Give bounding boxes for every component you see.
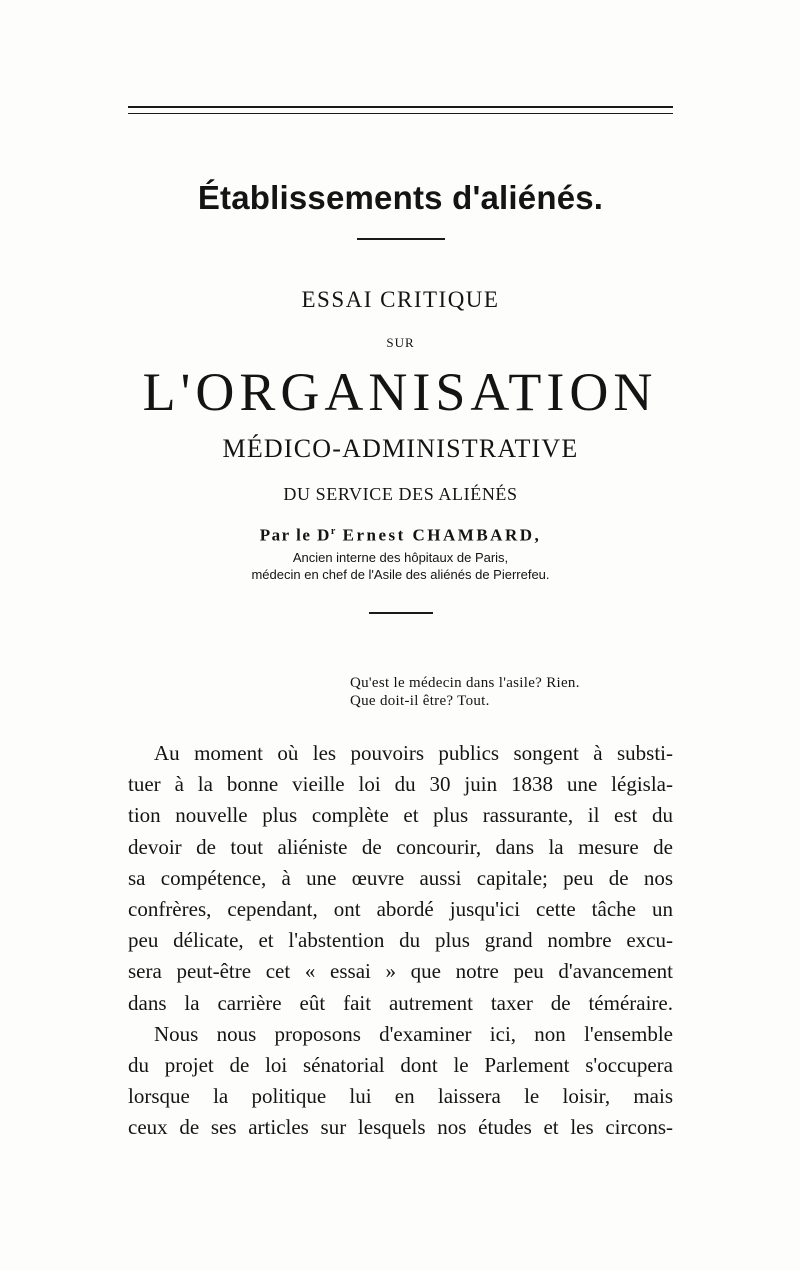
- body-line: peu délicate, et l'abstention du plus grand nombre excu-: [128, 928, 673, 953]
- title-medico-administrative: MÉDICO-ADMINISTRATIVE: [222, 434, 579, 463]
- body-line: Au moment où les pouvoirs publics songent à substi-: [154, 741, 673, 765]
- body-paragraphs: [128, 738, 673, 1144]
- body-line: sa compétence, à une œuvre aussi capitale; peu de nos: [128, 865, 673, 890]
- body-line: du projet de loi sénatorial dont le Parlement s'occupera: [128, 1053, 673, 1078]
- author-credential-1: Ancien interne des hôpitaux de Paris,: [292, 550, 509, 565]
- body-line: ceux de ses articles sur lesquels nos études et les circons-: [128, 1115, 673, 1140]
- title-organisation: L'ORGANISATION: [142, 362, 658, 422]
- body-line: tion nouvelle plus complète et plus rassurante, il est du: [128, 803, 673, 828]
- body-line: lorsque la politique lui en laissera le loisir, mais: [128, 1084, 673, 1109]
- body-line: confrères, cependant, ont abordé jusqu'ici cette tâche un: [128, 897, 673, 922]
- title-service: DU SERVICE DES ALIÉNÉS: [283, 484, 518, 504]
- title-sur: SUR: [386, 335, 415, 350]
- body-line: dans la carrière eût fait autrement taxer de téméraire.: [128, 990, 673, 1015]
- body-line: tuer à la bonne vieille loi du 30 juin 1838 une législa-: [128, 772, 673, 797]
- body-line: sera peut-être cet « essai » que notre peu d'avancement: [128, 959, 673, 984]
- author-prefix: Par le D: [259, 525, 331, 545]
- author-credential-2: médecin en chef de l'Asile des aliénés de Pierrefeu.: [251, 567, 550, 582]
- epigraph-line-2: Que doit-il être? Tout.: [350, 693, 490, 709]
- author-name: Ernest CHAMBARD,: [342, 525, 542, 545]
- separator-rule-2: [369, 612, 433, 614]
- epigraph-line-1: Qu'est le médecin dans l'asile? Rien.: [350, 675, 580, 691]
- body-line: Nous nous proposons d'examiner ici, non l'ensemble: [154, 1021, 673, 1046]
- section-heading: Établissements d'aliénés.: [197, 179, 604, 216]
- top-double-rule-lower: [128, 113, 673, 114]
- author-line: [128, 520, 673, 548]
- top-double-rule-upper: [128, 106, 673, 108]
- author-prefix-sup: r: [330, 526, 337, 537]
- body-line: devoir de tout aliéniste de concourir, dans la mesure de: [128, 834, 673, 859]
- title-essai: ESSAI CRITIQUE: [301, 287, 500, 312]
- separator-rule: [357, 238, 445, 240]
